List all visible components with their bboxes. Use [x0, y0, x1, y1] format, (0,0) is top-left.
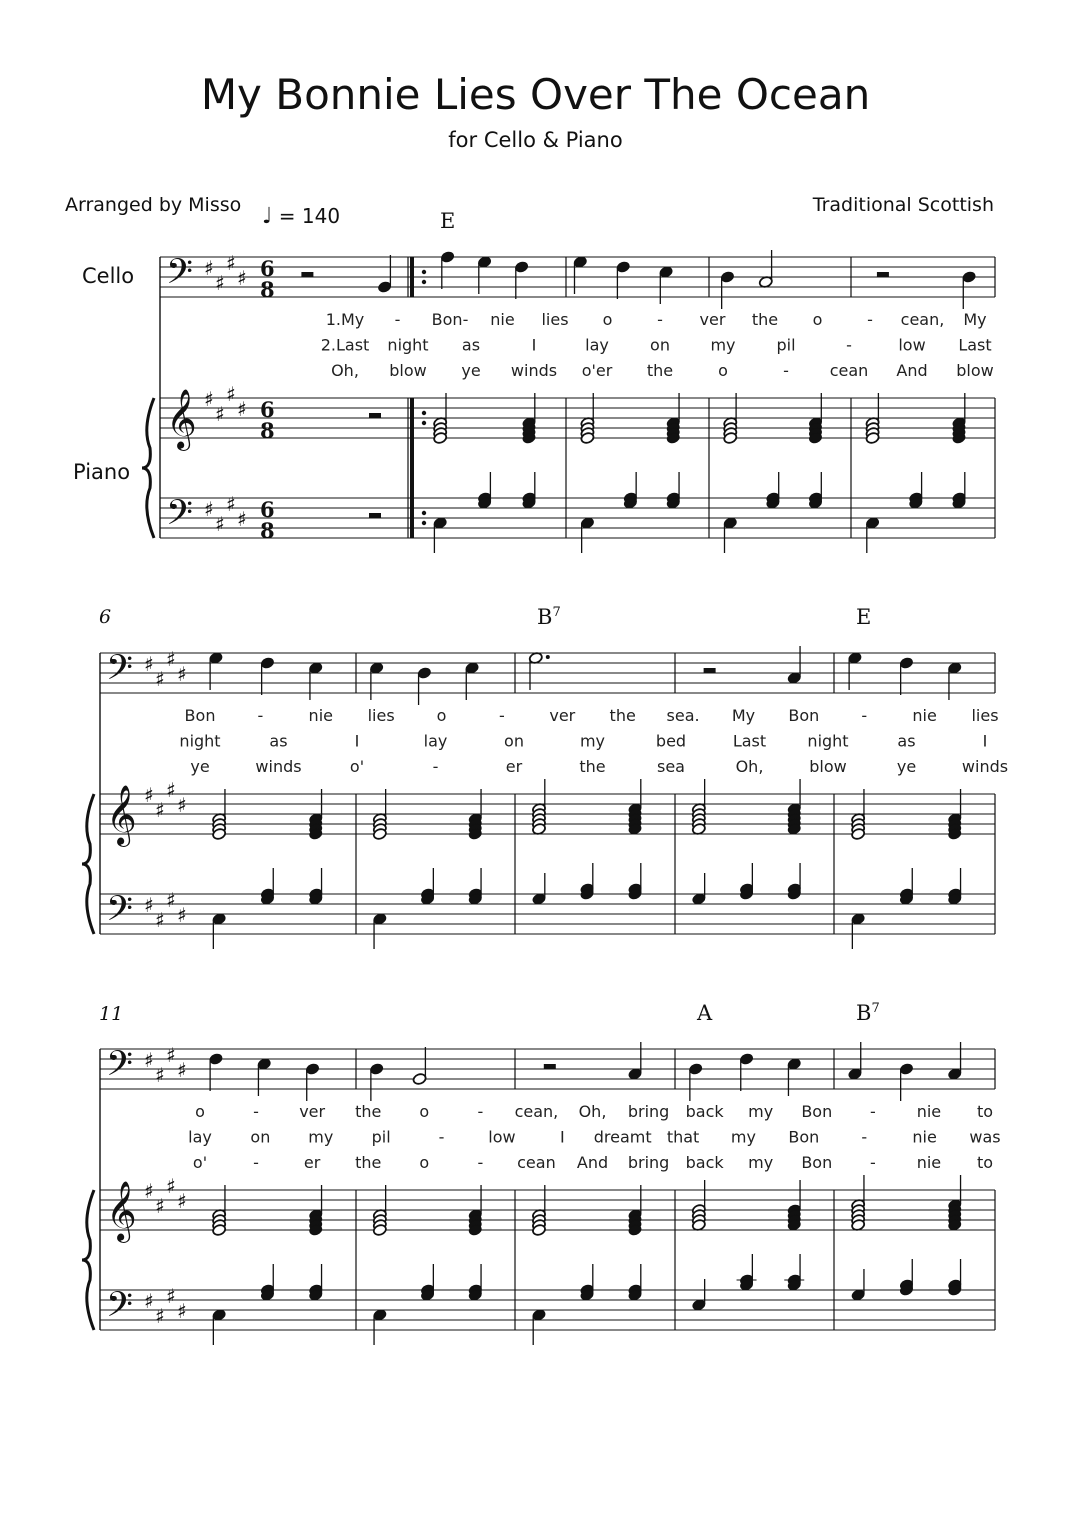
time-signature-bottom: 8: [260, 277, 275, 302]
lyric-syllable: o: [812, 310, 823, 329]
lyric-syllable: bring: [627, 1102, 670, 1121]
sharp-icon: ♯: [237, 266, 247, 290]
chord-root: E: [440, 209, 456, 233]
lyric-syllable: on: [650, 335, 670, 355]
lyric-syllable: And: [896, 361, 928, 380]
treble-clef-icon: 𝄞: [106, 1181, 137, 1241]
augmentation-dot: [546, 655, 550, 659]
lyric-syllable: was: [969, 1127, 1001, 1147]
lyric-syllable: ver: [549, 706, 576, 725]
sharp-icon: ♯: [166, 647, 176, 671]
lyric-syllable: lay: [585, 335, 609, 355]
lyric-syllable: -: [257, 706, 264, 725]
lyric-syllable: winds: [510, 361, 558, 380]
sharp-icon: ♯: [155, 1304, 165, 1328]
lyric-syllable: ye: [190, 757, 210, 776]
chord-root: B: [856, 1001, 872, 1025]
lyric-syllable: My: [731, 706, 756, 725]
sharp-icon: ♯: [155, 908, 165, 932]
measure-number: 6: [99, 606, 112, 628]
lyric-syllable: nie: [490, 310, 515, 329]
sharp-icon: ♯: [166, 1174, 176, 1198]
lyric-syllable: -: [438, 1127, 445, 1147]
instrument-label-piano: Piano: [73, 460, 131, 484]
lyric-syllable: 1.My: [325, 310, 365, 329]
sharp-icon: ♯: [144, 1179, 154, 1203]
repeat-dot: [422, 411, 426, 415]
lyric-syllable: ye: [896, 757, 917, 776]
chord-extension: 7: [871, 1001, 880, 1016]
lyric-syllable: as: [461, 335, 481, 355]
lyric-syllable: back: [685, 1102, 724, 1121]
bass-clef-icon: 𝄢: [106, 1284, 134, 1333]
repeat-dot: [422, 270, 426, 274]
lyric-syllable: I: [354, 731, 360, 751]
lyric-syllable: my: [730, 1127, 756, 1147]
lyric-syllable: o: [419, 1153, 430, 1172]
half-rest-icon: [704, 668, 716, 673]
lyric-syllable: cean: [829, 361, 869, 380]
half-rest-icon: [369, 413, 381, 418]
sharp-icon: ♯: [177, 903, 187, 927]
lyric-syllable: blow: [809, 757, 847, 776]
time-signature-bottom: 8: [260, 418, 275, 443]
sharp-icon: ♯: [215, 402, 225, 426]
time-signature-top: 6: [260, 497, 275, 522]
quarter-note-icon: ♩: [262, 204, 273, 229]
lyric-syllable: as: [269, 731, 288, 751]
lyric-syllable: ver: [299, 1102, 326, 1121]
lyric-syllable: er: [505, 757, 523, 776]
sharp-icon: ♯: [166, 1043, 176, 1067]
sharp-icon: ♯: [177, 1058, 187, 1082]
sharp-icon: ♯: [177, 1299, 187, 1323]
sharp-icon: ♯: [144, 783, 154, 807]
lyric-syllable: -: [846, 335, 852, 355]
lyric-syllable: -: [477, 1102, 484, 1121]
sharp-icon: ♯: [155, 1063, 165, 1087]
lyric-syllable: o: [602, 310, 613, 329]
lyric-syllable: my: [748, 1102, 774, 1121]
lyric-syllable: cean,: [514, 1102, 559, 1121]
lyric-syllable: -: [394, 310, 401, 329]
lyric-syllable: -: [477, 1153, 484, 1172]
lyric-syllable: o: [195, 1102, 205, 1121]
lyric-syllable: Oh,: [578, 1102, 607, 1121]
lyric-syllable: 2.Last: [320, 335, 370, 355]
sharp-icon: ♯: [144, 893, 154, 917]
lyric-syllable: winds: [255, 757, 302, 776]
sharp-icon: ♯: [144, 652, 154, 676]
lyric-syllable: Last: [732, 731, 767, 751]
lyric-syllable: o': [349, 757, 365, 776]
lyric-syllable: lies: [367, 706, 395, 725]
lyric-syllable: the: [751, 310, 779, 329]
lyric-syllable: -: [867, 310, 873, 329]
score-subtitle: for Cello & Piano: [448, 128, 623, 152]
lyric-syllable: the: [646, 361, 674, 380]
lyric-syllable: Bon: [184, 706, 216, 725]
sharp-icon: ♯: [226, 251, 236, 275]
sharp-icon: ♯: [177, 1189, 187, 1213]
chord-root: A: [697, 1001, 713, 1025]
lyric-syllable: And: [576, 1153, 609, 1172]
lyric-syllable: bed: [655, 731, 687, 751]
time-signature-bottom: 8: [260, 518, 275, 543]
lyric-syllable: blow: [389, 361, 427, 380]
bass-clef-icon: 𝄢: [166, 251, 194, 300]
instrument-label-cello: Cello: [82, 264, 135, 288]
lyric-syllable: lies: [971, 706, 999, 725]
lyric-syllable: Oh,: [331, 361, 359, 380]
lyric-syllable: I: [559, 1127, 565, 1147]
half-rest-icon: [369, 513, 381, 518]
time-signature-top: 6: [260, 256, 275, 281]
sharp-icon: ♯: [226, 492, 236, 516]
chord-root: B: [537, 605, 553, 629]
lyric-syllable: -: [657, 310, 663, 329]
repeat-dot: [422, 521, 426, 525]
half-rest-icon: [301, 272, 313, 277]
lyric-syllable: the: [609, 706, 636, 725]
sharp-icon: ♯: [215, 512, 225, 536]
lyric-syllable: pil: [371, 1127, 391, 1147]
lyric-syllable: nie: [912, 706, 937, 725]
sharp-icon: ♯: [226, 382, 236, 406]
lyric-syllable: that: [666, 1127, 700, 1147]
lyric-syllable: to: [976, 1102, 994, 1121]
repeat-dot: [422, 421, 426, 425]
lyric-syllable: night: [179, 731, 221, 751]
lyric-syllable: sea: [657, 757, 685, 776]
chord-root: E: [856, 605, 872, 629]
lyric-syllable: as: [897, 731, 916, 751]
sharp-icon: ♯: [177, 793, 187, 817]
chord-extension: 7: [552, 605, 561, 620]
lyric-syllable: the: [579, 757, 606, 776]
lyric-syllable: low: [898, 335, 926, 355]
lyric-syllable: nie: [916, 1102, 942, 1121]
lyric-syllable: cean: [517, 1153, 556, 1172]
lyric-syllable: o: [419, 1102, 430, 1121]
lyric-syllable: pil: [776, 335, 796, 355]
lyric-syllable: -: [432, 757, 439, 776]
lyric-syllable: -: [499, 706, 505, 725]
sharp-icon: ♯: [215, 271, 225, 295]
lyric-syllable: -: [253, 1102, 259, 1121]
time-signature-top: 6: [260, 397, 275, 422]
lyric-syllable: the: [355, 1102, 382, 1121]
sharp-icon: ♯: [166, 778, 176, 802]
bass-clef-icon: 𝄢: [166, 492, 194, 541]
lyric-syllable: -: [869, 1153, 876, 1172]
lyric-syllable: ver: [699, 310, 726, 329]
lyric-syllable: ye: [461, 361, 481, 380]
lyric-syllable: I: [531, 335, 537, 355]
score-title: My Bonnie Lies Over The Ocean: [200, 70, 871, 119]
lyric-syllable: nie: [912, 1127, 937, 1147]
sharp-icon: ♯: [177, 662, 187, 686]
bass-clef-icon: 𝄢: [106, 1043, 134, 1092]
lyric-syllable: my: [308, 1127, 334, 1147]
lyric-syllable: my: [579, 731, 606, 751]
lyric-syllable: on: [250, 1127, 271, 1147]
sharp-icon: ♯: [166, 888, 176, 912]
repeat-dot: [422, 511, 426, 515]
lyric-syllable: blow: [956, 361, 994, 380]
lyric-syllable: lay: [423, 731, 448, 751]
sharp-icon: ♯: [144, 1048, 154, 1072]
lyric-syllable: -: [869, 1102, 876, 1121]
sharp-icon: ♯: [204, 387, 214, 411]
lyric-syllable: cean,: [900, 310, 945, 329]
sharp-icon: ♯: [155, 798, 165, 822]
lyric-syllable: My: [963, 310, 987, 329]
lyric-syllable: -: [253, 1153, 259, 1172]
lyric-syllable: sea.: [666, 706, 700, 725]
piano-brace-icon: [142, 398, 154, 538]
lyric-syllable: Bon: [788, 1127, 820, 1147]
lyric-syllable: o: [436, 706, 447, 725]
lyric-syllable: back: [685, 1153, 724, 1172]
lyric-syllable: lies: [541, 310, 569, 329]
lyric-syllable: o'er: [581, 361, 613, 380]
lyric-syllable: winds: [961, 757, 1009, 776]
lyric-syllable: bring: [627, 1153, 670, 1172]
sharp-icon: ♯: [204, 256, 214, 280]
lyric-syllable: I: [982, 731, 988, 751]
composer-credit: Traditional Scottish: [812, 194, 994, 216]
lyric-syllable: Oh,: [735, 757, 764, 776]
lyric-syllable: er: [303, 1153, 321, 1172]
lyric-syllable: nie: [916, 1153, 942, 1172]
lyric-syllable: lay: [188, 1127, 212, 1147]
lyric-syllable: Bon: [801, 1153, 833, 1172]
sharp-icon: ♯: [237, 397, 247, 421]
lyric-syllable: dreamt: [593, 1127, 652, 1147]
lyric-syllable: my: [710, 335, 736, 355]
half-rest-icon: [877, 272, 889, 277]
lyric-syllable: on: [504, 731, 524, 751]
lyric-syllable: to: [976, 1153, 994, 1172]
lyric-syllable: my: [748, 1153, 774, 1172]
bass-clef-icon: 𝄢: [106, 888, 134, 937]
lyric-syllable: nie: [308, 706, 333, 725]
treble-clef-icon: 𝄞: [106, 785, 137, 845]
piano-brace-icon: [82, 1190, 94, 1330]
sharp-icon: ♯: [155, 667, 165, 691]
repeat-dot: [422, 280, 426, 284]
arranger-credit: Arranged by Misso: [65, 194, 242, 216]
lyric-syllable: o': [192, 1153, 208, 1172]
lyric-syllable: Last: [958, 335, 992, 355]
treble-clef-icon: 𝄞: [166, 389, 197, 449]
lyric-syllable: -: [861, 706, 868, 725]
lyric-syllable: -: [861, 1127, 868, 1147]
half-rest-icon: [544, 1064, 556, 1069]
lyric-syllable: Bon: [788, 706, 820, 725]
lyric-syllable: low: [488, 1127, 516, 1147]
lyric-syllable: o: [718, 361, 728, 380]
piano-brace-icon: [82, 794, 94, 934]
bass-clef-icon: 𝄢: [106, 647, 134, 696]
lyric-syllable: night: [807, 731, 849, 751]
sharp-icon: ♯: [155, 1194, 165, 1218]
sharp-icon: ♯: [166, 1284, 176, 1308]
lyric-syllable: -: [783, 361, 789, 380]
measure-number: 11: [99, 1003, 124, 1025]
sharp-icon: ♯: [237, 507, 247, 531]
lyric-syllable: night: [387, 335, 429, 355]
sharp-icon: ♯: [144, 1289, 154, 1313]
lyric-syllable: the: [355, 1153, 382, 1172]
lyric-syllable: Bon-: [431, 310, 469, 329]
tempo-value: = 140: [278, 204, 341, 228]
lyric-syllable: Bon: [801, 1102, 833, 1121]
sharp-icon: ♯: [204, 497, 214, 521]
